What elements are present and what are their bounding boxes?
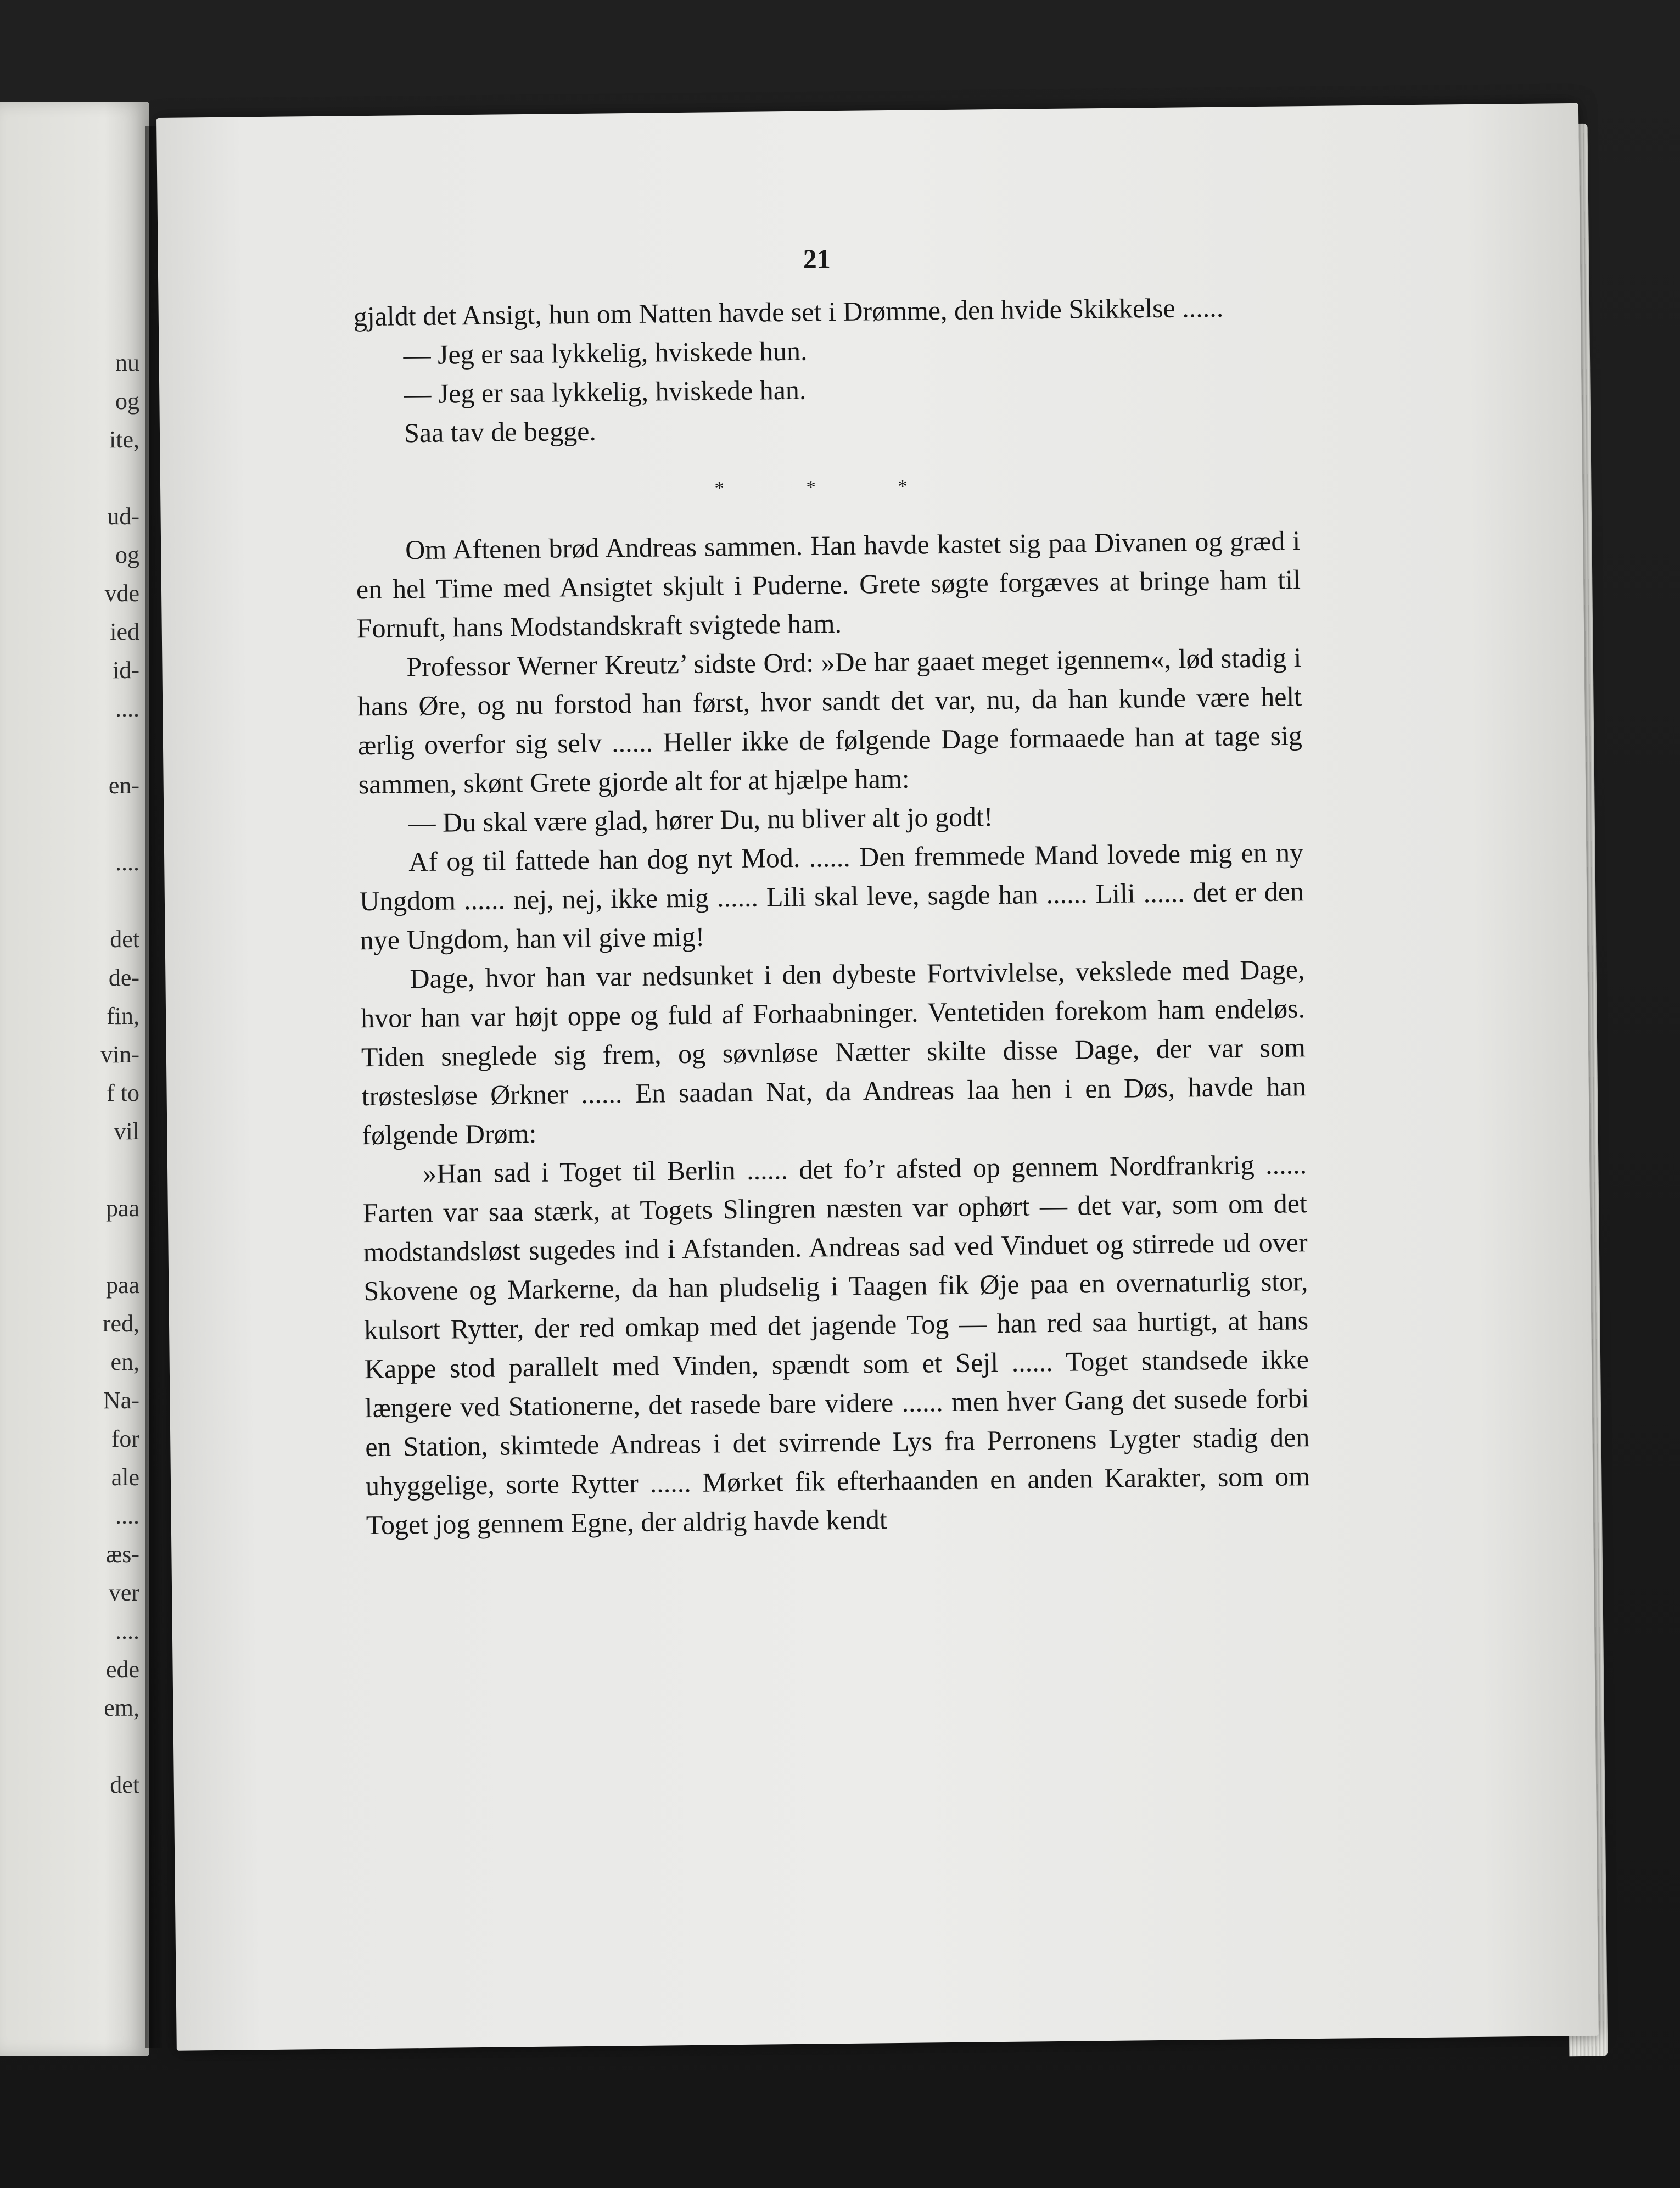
section-break: [355, 443, 1300, 531]
left-page-fragment: red,: [102, 1310, 139, 1337]
left-page-fragment: f to: [107, 1079, 139, 1106]
left-page-fragment: en-: [108, 772, 139, 799]
left-page-fragment: nu: [115, 349, 139, 376]
paragraph: — Jeg er saa lykkelig, hviskede hun.: [403, 335, 808, 371]
left-page-fragment: en,: [110, 1348, 139, 1375]
left-page-fragment: ede: [105, 1656, 139, 1683]
left-page-fragment: vde: [104, 580, 139, 607]
paragraph: gjaldt det Ansigt, hun om Natten havde set i Drømme, den hvide Skikkelse ......: [353, 292, 1224, 332]
paragraph: Dage, hvor han var nedsunket i den dybeste Fortvivlelse, vekslede med Dage, hvor han var højt oppe og fuld af Forhaabninger. Ventetiden forekom ham endeløs. Tiden sneglede sig frem, og søvnløse Nætter skilte disse Dage, der var som trøstesløse Ørkner ...... En saadan Nat, da Andreas laa hen i en Døs, havde han følgende Drøm:: [360, 954, 1306, 1151]
left-page-fragment: id-: [113, 657, 139, 684]
left-page-fragment: ale: [111, 1464, 139, 1491]
left-page-fragment: ver: [108, 1579, 139, 1606]
paragraph: — Du skal være glad, hører Du, nu bliver alt jo godt!: [408, 801, 993, 838]
left-page-fragment: ite,: [109, 426, 139, 453]
left-page-fragment: og: [115, 388, 139, 415]
left-page-fragment: Na-: [103, 1387, 139, 1414]
left-page-fragment: paa: [105, 1195, 139, 1222]
left-page-fragment: vil: [114, 1118, 139, 1145]
left-page-fragment: og: [115, 541, 139, 568]
left-page-fragment: ....: [115, 1502, 139, 1529]
right-page: [156, 103, 1599, 2051]
left-page-fragment: em,: [104, 1694, 139, 1721]
section-break-star: *: [898, 476, 908, 497]
section-break-star: *: [806, 477, 816, 498]
paragraph: Professor Werner Kreutz’ sidste Ord: »De har gaaet meget igennem«, lød stadig i hans Øre, og nu forstod han først, hvor sandt det var, nu, da han kunde være helt ærlig overfor sig selv ...... Heller ikke de følgende Dage formaaede han at tage sig sammen, skønt Grete gjorde alt for at hjælpe ham:: [357, 642, 1303, 800]
page-number: 21: [803, 243, 831, 275]
paragraph: — Jeg er saa lykkelig, hviskede han.: [403, 374, 807, 410]
paragraph: Om Aftenen brød Andreas sammen. Han havde kastet sig paa Divanen og græd i en hel Time med Ansigtet skjult i Puderne. Grete søgte forgæves at bringe ham til Fornuft, hans Modstandskraft svigtede ham.: [356, 525, 1301, 644]
paragraph: Saa tav de begge.: [404, 415, 597, 449]
left-page-fragment: æs-: [105, 1541, 139, 1568]
left-page-fragment: fin,: [107, 1003, 139, 1029]
left-page-fragment: ....: [115, 849, 139, 876]
left-page-fragment: ....: [115, 1618, 139, 1644]
left-page-fragment: ied: [110, 618, 139, 645]
left-page-fragment: det: [110, 1771, 139, 1798]
left-page-fragment: de-: [108, 964, 139, 991]
left-page-fragment: ud-: [107, 503, 139, 530]
left-page-fragment: vin-: [100, 1041, 139, 1068]
left-page-fragment: det: [110, 926, 139, 953]
left-page-fragment: for: [111, 1425, 139, 1452]
left-page-fragment: ....: [115, 695, 139, 722]
left-page-fragment: paa: [105, 1272, 139, 1299]
page-body: [353, 287, 1311, 1545]
paragraph: »Han sad i Toget til Berlin ...... det fo’r afsted op gennem Nordfrankrig ...... Farten var saa stærk, at Togets Slingren næsten var ophørt — det var, som om det modstandsløst sugedes ind i Afstanden. Andreas sad ved Vinduet og stirrede ud over Skovene og Markerne, da han pludselig i Taagen fik Øje paa en overnaturlig stor, kulsort Rytter, der red omkap med det jagende Tog — han red saa hurtigt, at hans Kappe stod parallelt med Vinden, spændt som et Sejl ...... Toget standsede ikke længere ved Stationerne, det rasede bare videre ...... men hver Gang det susede forbi en Station, skimtede Andreas i det svirrende Lys fra Perronens Lygter stadig den uhyggelige, sorte Rytter ...... Mørket fik efterhaanden en anden Karakter, som om Toget jog gennem Egne, der aldrig havde kendt: [362, 1149, 1311, 1541]
left-page: [0, 102, 149, 2056]
paragraph: Af og til fattede han dog nyt Mod. ...... Den fremmede Mand lovede mig en ny Ungdom ...... nej, nej, ikke mig ...... Lili skal leve, sagde han ...... Lili ...... det er den nye Ungdom, han vil give mig!: [359, 837, 1304, 956]
section-break-star: *: [714, 478, 724, 499]
